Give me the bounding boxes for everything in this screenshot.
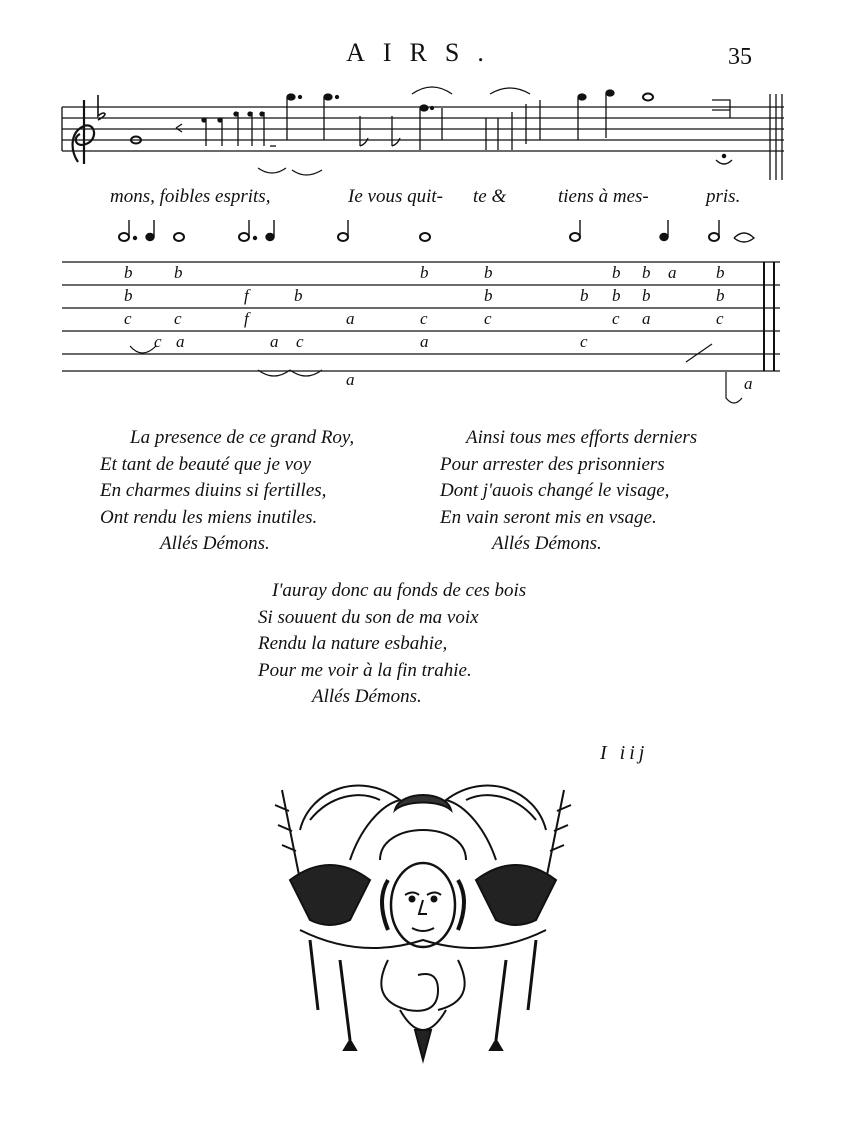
tab-letter: a	[176, 332, 185, 351]
verse-line: Dont j'auois changé le visage,	[440, 480, 670, 501]
tab-letter: b	[642, 286, 651, 305]
tab-letter: b	[612, 286, 621, 305]
tab-letter: c	[716, 309, 724, 328]
page-number: 35	[728, 44, 752, 70]
tab-letter: b	[642, 263, 651, 282]
tab-letter: a	[346, 309, 355, 328]
tab-letter: c	[484, 309, 492, 328]
verse-line: Ainsi tous mes efforts derniers	[466, 427, 698, 448]
tab-letter: c	[420, 309, 428, 328]
tab-letter: b	[716, 286, 725, 305]
running-head: AIRS.	[346, 38, 502, 67]
tab-letter: f	[244, 309, 249, 328]
tab-letter: b	[580, 286, 589, 305]
tab-letter: a	[346, 370, 355, 389]
tab-letter: c	[174, 309, 182, 328]
tab-letter: f	[244, 286, 249, 305]
tab-letter: b	[420, 263, 429, 282]
verse-refrain: Allés Démons.	[160, 533, 270, 554]
verse-line: Si souuent du son de ma voix	[258, 606, 479, 628]
verse-line: Pour arrester des prisonniers	[440, 453, 665, 475]
tab-letter: b	[716, 263, 725, 282]
tab-letter: a	[744, 374, 753, 393]
tab-letter: b	[484, 263, 493, 282]
verse-line: Rendu la nature esbahie,	[258, 633, 448, 654]
tab-letter: b	[124, 263, 133, 282]
tab-letter: b	[124, 286, 133, 305]
verse-line: En vain seront mis en vsage.	[440, 506, 657, 528]
verse-refrain: Allés Démons.	[312, 686, 422, 707]
verse-line: I'auray donc au fonds de ces bois	[272, 580, 527, 601]
tab-letter: c	[612, 309, 620, 328]
verse-line: Et tant de beauté que je voy	[100, 453, 312, 475]
tab-letter: b	[612, 263, 621, 282]
tab-letter: b	[174, 263, 183, 282]
lyric-3: te &	[473, 186, 507, 207]
tab-letter: c	[154, 332, 162, 351]
lyric-1: mons, foibles esprits,	[110, 186, 271, 207]
tab-letter: c	[580, 332, 588, 351]
tab-letter: c	[124, 309, 132, 328]
tab-letter: a	[420, 332, 429, 351]
tab-letter: a	[270, 332, 279, 351]
lyric-2: Ie vous quit-	[348, 186, 443, 207]
verse-line: En charmes diuins si fertilles,	[100, 480, 327, 501]
tab-letter: b	[484, 286, 493, 305]
verse-line: Pour me voir à la fin trahie.	[258, 659, 472, 681]
tab-letter: b	[294, 286, 303, 305]
lyric-4: tiens à mes-	[558, 186, 649, 207]
verse-line: La presence de ce grand Roy,	[130, 427, 355, 448]
verse-refrain: Allés Démons.	[492, 533, 602, 554]
tab-letter: a	[668, 263, 677, 282]
signature-mark: I iij	[600, 742, 649, 764]
tab-letter: a	[642, 309, 651, 328]
lyric-5: pris.	[706, 186, 741, 207]
tab-letter: c	[296, 332, 304, 351]
verse-line: Ont rendu les miens inutiles.	[100, 506, 318, 528]
